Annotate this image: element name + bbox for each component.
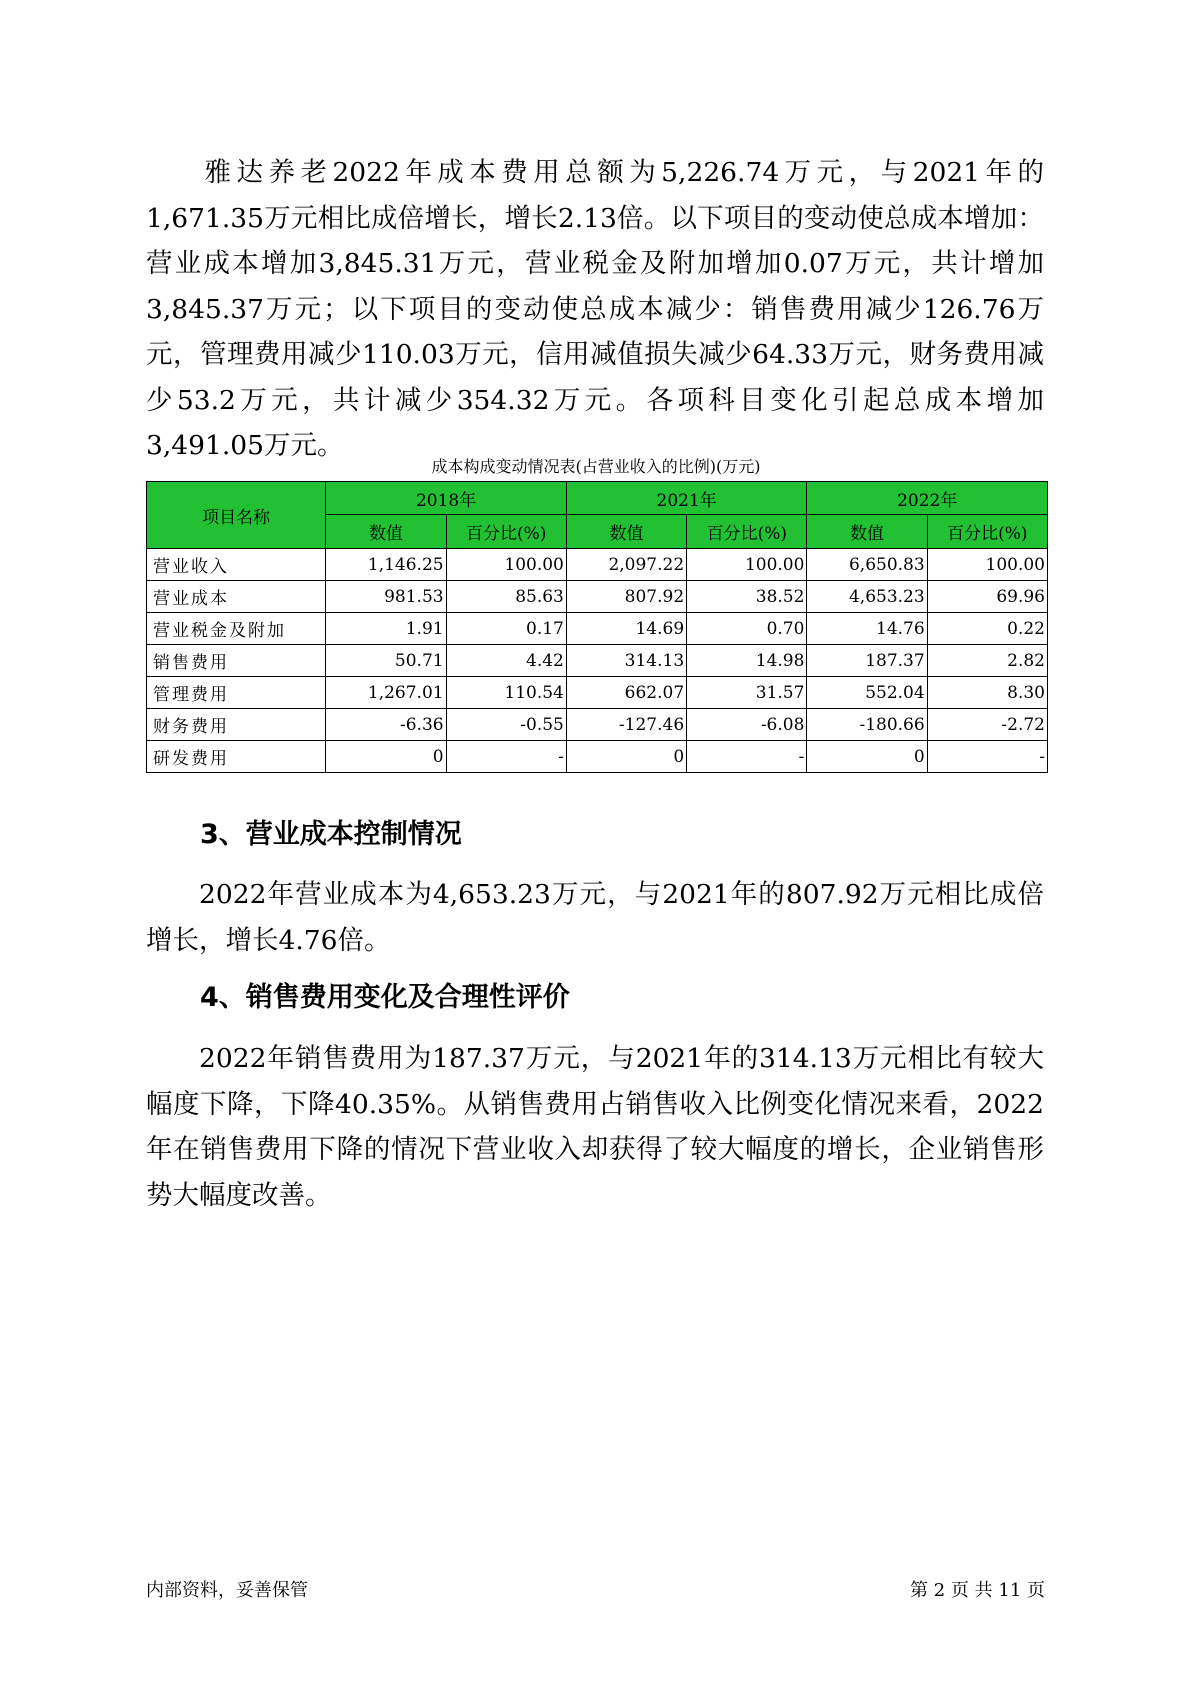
year-header: 2018年: [326, 482, 567, 515]
row-item-name: 财务费用: [147, 709, 326, 741]
table-caption: 成本构成变动情况表(占营业收入的比例)(万元): [431, 457, 761, 476]
sales-expense-paragraph: [146, 1036, 1044, 1218]
operating-cost-paragraph: [146, 872, 1044, 963]
percent-cell: 110.54: [446, 677, 566, 709]
percent-cell: -: [446, 741, 566, 773]
year-header: 2022年: [807, 482, 1048, 515]
value-cell: 6,650.83: [807, 549, 927, 581]
value-cell: 314.13: [566, 645, 686, 677]
value-cell: 552.04: [807, 677, 927, 709]
value-cell: 1,267.01: [326, 677, 446, 709]
value-cell: -6.36: [326, 709, 446, 741]
table-row: [147, 613, 1048, 645]
value-cell: 4,653.23: [807, 581, 927, 613]
value-cell: 14.76: [807, 613, 927, 645]
value-cell: 807.92: [566, 581, 686, 613]
footer-confidential-note: 内部资料，妥善保管: [146, 1580, 308, 1601]
table-row: [147, 677, 1048, 709]
year-header: 2021年: [566, 482, 807, 515]
row-item-name: 营业税金及附加: [147, 613, 326, 645]
value-cell: 14.69: [566, 613, 686, 645]
row-item-name: 管理费用: [147, 677, 326, 709]
table-row: [147, 581, 1048, 613]
value-cell: 0: [326, 741, 446, 773]
value-cell: 0: [566, 741, 686, 773]
percent-cell: -: [927, 741, 1047, 773]
percent-cell: 31.57: [687, 677, 807, 709]
paragraph-text: 2022年销售费用为187.37万元，与2021年的314.13万元相比有较大幅度下降，下降40.35%。从销售费用占销售收入比例变化情况来看，2022年在销售费用下降的情况下营业收入却获得了较大幅度的增长，企业销售形势大幅度改善。: [146, 1043, 1044, 1211]
value-header: 数值: [326, 515, 446, 549]
value-cell: 662.07: [566, 677, 686, 709]
table-row: [147, 709, 1048, 741]
percent-header: 百分比(%): [687, 515, 807, 549]
percent-cell: 0.22: [927, 613, 1047, 645]
section-heading-3: 3、营业成本控制情况: [200, 819, 462, 850]
table-row: [147, 741, 1048, 773]
row-item-name: 研发费用: [147, 741, 326, 773]
table-row: [147, 549, 1048, 581]
value-cell: 981.53: [326, 581, 446, 613]
paragraph-text: 雅达养老2022年成本费用总额为5,226.74万元，与2021年的1,671.35万元相比成倍增长，增长2.13倍。以下项目的变动使总成本增加：营业成本增加3,845.31万元，营业税金及附加增加0.07万元，共计增加3,845.37万元；以下项目的变动使总成本减少：销售费用减少126.76万元，管理费用减少110.03万元，信用减值损失减少64.33万元，财务费用减少53.2万元，共计减少354.32万元。各项科目变化引起总成本增加3,491.05万元。: [146, 157, 1044, 461]
value-cell: 1,146.25: [326, 549, 446, 581]
value-cell: 1.91: [326, 613, 446, 645]
section-heading-4: 4、销售费用变化及合理性评价: [200, 982, 570, 1013]
cost-summary-paragraph: [146, 150, 1044, 469]
percent-cell: 100.00: [927, 549, 1047, 581]
cost-structure-table: [146, 481, 1048, 773]
value-cell: 2,097.22: [566, 549, 686, 581]
percent-cell: 4.42: [446, 645, 566, 677]
value-cell: 187.37: [807, 645, 927, 677]
percent-cell: 8.30: [927, 677, 1047, 709]
percent-cell: 0.17: [446, 613, 566, 645]
percent-cell: 0.70: [687, 613, 807, 645]
percent-cell: 2.82: [927, 645, 1047, 677]
value-header: 数值: [566, 515, 686, 549]
percent-cell: 14.98: [687, 645, 807, 677]
item-name-header: 项目名称: [147, 482, 326, 549]
table-header-row: [147, 482, 1048, 515]
percent-cell: 85.63: [446, 581, 566, 613]
paragraph-text: 2022年营业成本为4,653.23万元，与2021年的807.92万元相比成倍增长，增长4.76倍。: [146, 879, 1044, 956]
value-cell: -127.46: [566, 709, 686, 741]
page-number: 第 2 页 共 11 页: [910, 1580, 1045, 1601]
table-row: [147, 645, 1048, 677]
percent-header: 百分比(%): [927, 515, 1047, 549]
percent-cell: -: [687, 741, 807, 773]
percent-cell: -2.72: [927, 709, 1047, 741]
row-item-name: 营业收入: [147, 549, 326, 581]
percent-cell: 100.00: [687, 549, 807, 581]
row-item-name: 销售费用: [147, 645, 326, 677]
percent-cell: -0.55: [446, 709, 566, 741]
value-header: 数值: [807, 515, 927, 549]
value-cell: -180.66: [807, 709, 927, 741]
percent-cell: 38.52: [687, 581, 807, 613]
percent-header: 百分比(%): [446, 515, 566, 549]
percent-cell: 100.00: [446, 549, 566, 581]
row-item-name: 营业成本: [147, 581, 326, 613]
value-cell: 50.71: [326, 645, 446, 677]
value-cell: 0: [807, 741, 927, 773]
percent-cell: 69.96: [927, 581, 1047, 613]
percent-cell: -6.08: [687, 709, 807, 741]
